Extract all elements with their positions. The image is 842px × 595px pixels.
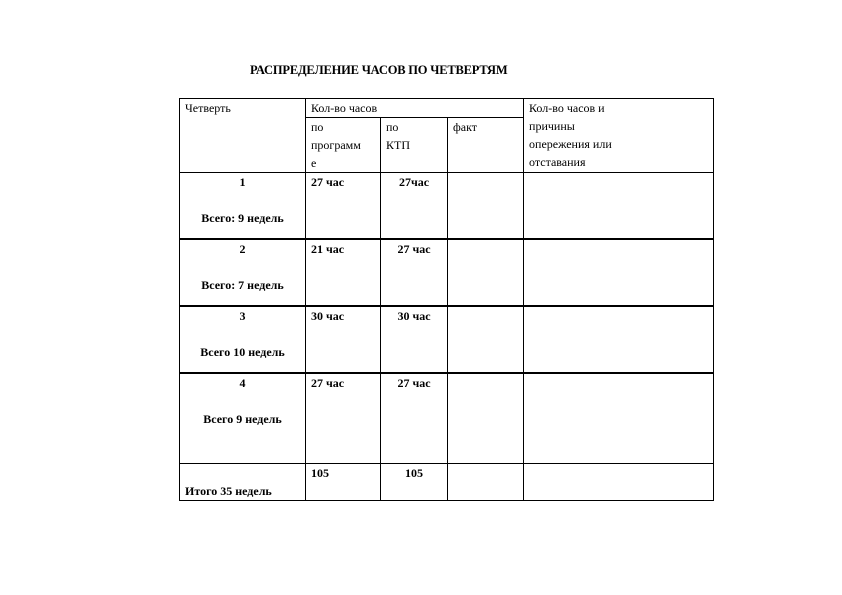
- page-title: РАСПРЕДЕЛЕНИЕ ЧАСОВ ПО ЧЕТВЕРТЯМ: [250, 63, 508, 77]
- quarter-cell: [180, 373, 306, 464]
- quarter-number: 1: [239, 175, 246, 189]
- table-row: [180, 306, 714, 373]
- totals-reasons-cell: [524, 464, 714, 501]
- fact-cell: [448, 239, 524, 306]
- quarter-number: 2: [239, 241, 246, 256]
- program-hours-cell: 30 час: [306, 306, 381, 373]
- reasons-cell: [524, 373, 714, 464]
- reasons-cell: [524, 173, 714, 239]
- header-by-program: по программ е: [306, 118, 381, 173]
- quarter-weeks: Всего 9 недель: [203, 411, 282, 426]
- totals-fact-cell: [448, 464, 524, 501]
- totals-label: Итого 35 недель: [185, 484, 272, 498]
- hours-distribution-table: [179, 98, 714, 501]
- program-hours-cell: 27 час: [306, 173, 381, 239]
- quarter-number: 4: [239, 375, 246, 390]
- quarter-weeks: Всего 10 недель: [200, 344, 285, 359]
- quarter-cell: [180, 173, 306, 239]
- reasons-cell: [524, 239, 714, 306]
- quarter-cell: [180, 306, 306, 373]
- fact-cell: [448, 373, 524, 464]
- quarter-cell: [180, 239, 306, 306]
- header-hours: Кол-во часов: [306, 99, 524, 118]
- table-row: [180, 239, 714, 306]
- program-hours-cell: 27 час: [306, 373, 381, 464]
- header-row-top: [180, 99, 714, 118]
- totals-label-cell: [180, 464, 306, 501]
- fact-cell: [448, 173, 524, 239]
- ktp-hours-cell: 30 час: [381, 306, 448, 373]
- fact-cell: [448, 306, 524, 373]
- program-hours-cell: 21 час: [306, 239, 381, 306]
- header-by-ktp: по КТП: [381, 118, 448, 173]
- table-row: [180, 173, 714, 239]
- header-reasons: Кол-во часов и причины опережения или отставания: [524, 99, 714, 173]
- totals-program-cell: 105: [306, 464, 381, 501]
- quarter-weeks: Всего: 7 недель: [201, 277, 284, 292]
- table-row: [180, 373, 714, 464]
- totals-ktp-cell: 105: [381, 464, 448, 501]
- reasons-cell: [524, 306, 714, 373]
- ktp-hours-cell: 27 час: [381, 239, 448, 306]
- ktp-hours-cell: 27час: [381, 173, 448, 239]
- totals-row: [180, 464, 714, 501]
- quarter-weeks: Всего: 9 недель: [201, 211, 284, 225]
- header-quarter: Четверть: [180, 99, 306, 173]
- header-fact: факт: [448, 118, 524, 173]
- ktp-hours-cell: 27 час: [381, 373, 448, 464]
- quarter-number: 3: [239, 308, 246, 323]
